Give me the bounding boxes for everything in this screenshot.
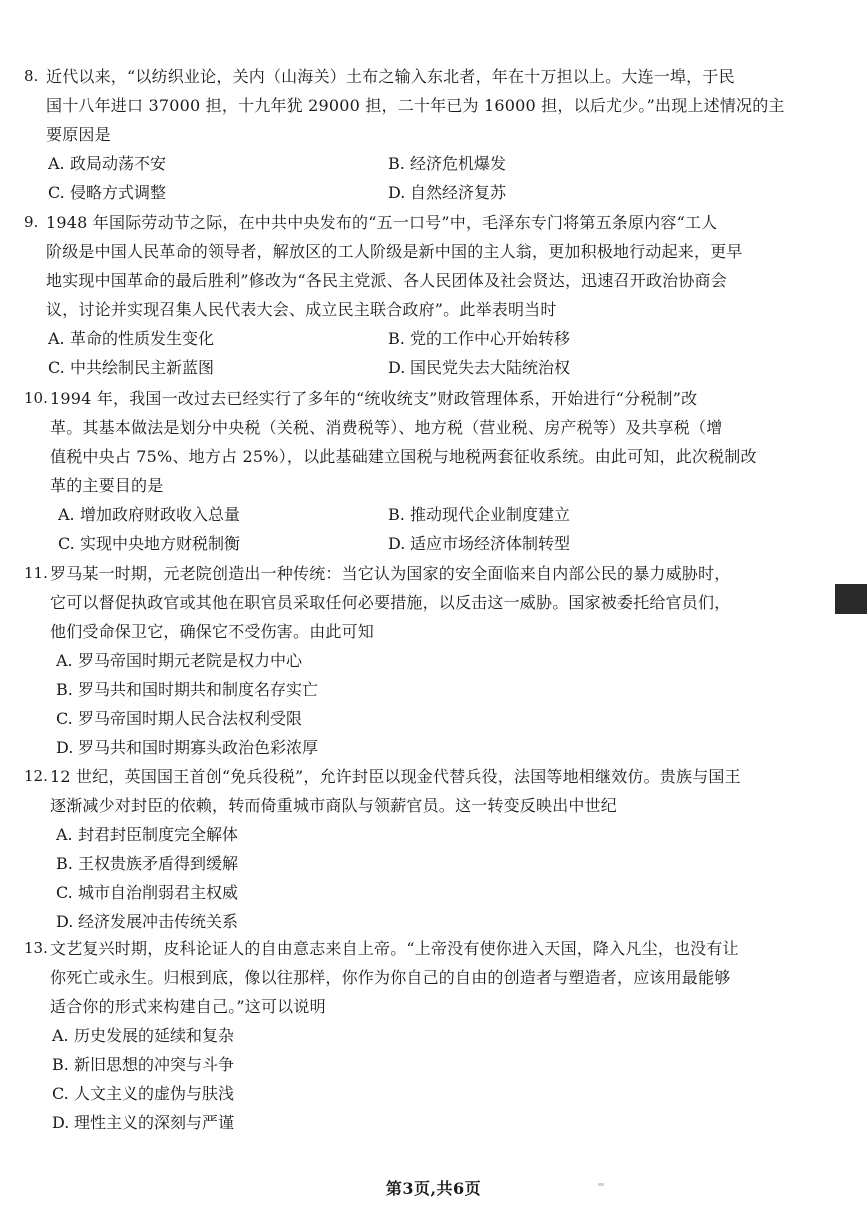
option-b[interactable]: B. 王权贵族矛盾得到缓解 — [56, 854, 239, 873]
option-a[interactable]: A. 罗马帝国时期元老院是权力中心 — [56, 651, 303, 670]
question-stem — [46, 208, 792, 324]
option-a[interactable]: A. 增加政府财政收入总量 — [58, 505, 241, 524]
question-stem — [50, 934, 792, 1021]
stem-line: 1994 年，我国一改过去已经实行了多年的“统收统支”财政管理体系，开始进行“分税制”改 — [50, 389, 698, 408]
stem-line: 12 世纪，英国国王首创“免兵役税”，允许封臣以现金代替兵役，法国等地相继效仿。贵族与国王 — [50, 767, 741, 786]
option-d[interactable]: D. 罗马共和国时期寡头政治色彩浓厚 — [56, 738, 319, 757]
stem-line: 议，讨论并实现召集人民代表大会、成立民主联合政府”。此举表明当时 — [46, 300, 557, 319]
option-a[interactable]: A. 政局动荡不安 — [48, 154, 167, 173]
options — [56, 646, 792, 762]
question-8 — [24, 62, 792, 207]
question-number: 9. — [24, 213, 39, 231]
question-number: 8. — [24, 67, 39, 85]
options — [56, 820, 792, 936]
question-9 — [24, 208, 792, 382]
stem-line: 阶级是中国人民革命的领导者，解放区的工人阶级是新中国的主人翁，更加积极地行动起来，更早 — [46, 242, 743, 261]
question-number: 10. — [24, 389, 48, 407]
option-c[interactable]: C. 人文主义的虚伪与肤浅 — [52, 1084, 235, 1103]
question-number: 11. — [24, 564, 48, 582]
options — [48, 324, 792, 382]
question-13 — [24, 934, 792, 1137]
question-stem — [50, 762, 792, 820]
option-c[interactable]: C. 城市自治削弱君主权威 — [56, 883, 239, 902]
options — [52, 1021, 792, 1137]
stem-line: 值税中央占 75%、地方占 25%），以此基础建立国税与地税两套征收系统。由此可知，此次税制改 — [50, 447, 757, 466]
stem-line: 国十八年进口 37000 担，十九年犹 29000 担，二十年已为 16000 担，以后尤少。”出现上述情况的主 — [46, 96, 785, 115]
option-c[interactable]: C. 中共绘制民主新蓝图 — [48, 358, 215, 377]
option-d[interactable]: D. 理性主义的深刻与严谨 — [52, 1113, 235, 1132]
option-d[interactable]: D. 国民党失去大陆统治权 — [388, 358, 571, 377]
stem-line: 近代以来，“以纺织业论，关内（山海关）土布之输入东北者，年在十万担以上。大连一埠，于民 — [46, 67, 735, 86]
option-d[interactable]: D. 自然经济复苏 — [388, 183, 507, 202]
stem-line: 文艺复兴时期，皮科论证人的自由意志来自上帝。“上帝没有使你进入天国，降入凡尘，也没有让 — [50, 939, 739, 958]
page-footer: 第3页,共6页 — [385, 1179, 482, 1198]
stem-line: 逐渐减少对封臣的依赖，转而倚重城市商队与领薪官员。这一转变反映出中世纪 — [50, 796, 618, 815]
option-b[interactable]: B. 罗马共和国时期共和制度名存实亡 — [56, 680, 319, 699]
question-stem — [50, 559, 792, 646]
question-10 — [24, 384, 792, 558]
question-number: 12. — [24, 767, 48, 785]
option-a[interactable]: A. 历史发展的延续和复杂 — [52, 1026, 235, 1045]
question-stem — [46, 62, 792, 149]
option-b[interactable]: B. 经济危机爆发 — [388, 154, 507, 173]
stem-line: 要原因是 — [46, 125, 111, 144]
option-b[interactable]: B. 推动现代企业制度建立 — [388, 505, 571, 524]
option-d[interactable]: D. 经济发展冲击传统关系 — [56, 912, 239, 931]
question-stem — [50, 384, 792, 500]
stem-line: 你死亡或永生。归根到底，像以往那样，你作为你自己的自由的创造者与塑造者，应该用最能够 — [50, 968, 731, 987]
option-a[interactable]: A. 封君封臣制度完全解体 — [56, 825, 239, 844]
option-b[interactable]: B. 党的工作中心开始转移 — [388, 329, 571, 348]
option-c[interactable]: C. 侵略方式调整 — [48, 183, 167, 202]
stem-line: 他们受命保卫它，确保它不受伤害。由此可知 — [50, 622, 375, 641]
option-c[interactable]: C. 罗马帝国时期人民合法权利受限 — [56, 709, 303, 728]
option-a[interactable]: A. 革命的性质发生变化 — [48, 329, 215, 348]
question-11 — [24, 559, 792, 762]
question-12 — [24, 762, 792, 936]
question-number: 13. — [24, 939, 48, 957]
option-c[interactable]: C. 实现中央地方财税制衡 — [58, 534, 241, 553]
stem-line: 它可以督促执政官或其他在职官员采取任何必要措施，以反击这一威胁。国家被委托给官员们， — [50, 593, 731, 612]
stem-line: 1948 年国际劳动节之际，在中共中央发布的“五一口号”中，毛泽东专门将第五条原内容“工人 — [46, 213, 718, 232]
page-edge-tab-marker — [835, 584, 867, 614]
options — [48, 149, 792, 207]
option-d[interactable]: D. 适应市场经济体制转型 — [388, 534, 571, 553]
stem-line: 革的主要目的是 — [50, 476, 164, 495]
stem-line: 适合你的形式来构建自己。”这可以说明 — [50, 997, 326, 1016]
stem-line: 地实现中国革命的最后胜利”修改为“各民主党派、各人民团体及社会贤达，迅速召开政治协商会 — [46, 271, 727, 290]
stem-line: 罗马某一时期，元老院创造出一种传统：当它认为国家的安全面临来自内部公民的暴力威胁时， — [50, 564, 731, 583]
options — [58, 500, 792, 558]
stem-line: 革。其基本做法是划分中央税（关税、消费税等）、地方税（营业税、房产税等）及共享税（增 — [50, 418, 723, 437]
option-b[interactable]: B. 新旧思想的冲突与斗争 — [52, 1055, 235, 1074]
